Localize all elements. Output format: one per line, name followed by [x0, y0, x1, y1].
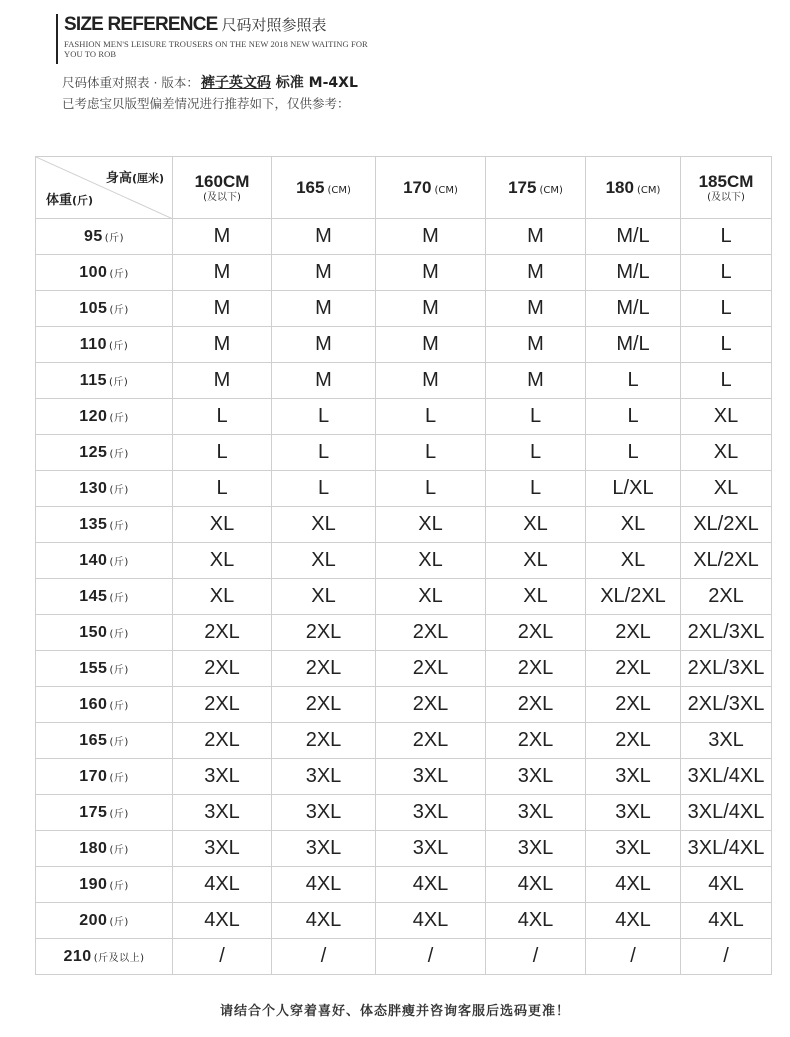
weight-value: 120	[79, 407, 108, 425]
size-cell: 3XL	[486, 831, 586, 867]
size-cell: XL	[681, 471, 772, 507]
table-row	[36, 507, 772, 543]
size-cell: L	[586, 435, 681, 471]
size-cell: 3XL	[272, 759, 376, 795]
table-header-row	[36, 157, 772, 219]
weight-unit: (斤)	[109, 412, 129, 424]
weight-value: 140	[79, 551, 108, 569]
size-cell: M	[376, 363, 486, 399]
weight-cell	[36, 579, 173, 615]
size-cell: M	[486, 327, 586, 363]
size-cell: 3XL/4XL	[681, 795, 772, 831]
column-header-165	[272, 157, 376, 219]
height-label: 身高	[105, 171, 132, 186]
weight-cell	[36, 759, 173, 795]
size-cell: L	[486, 471, 586, 507]
size-cell: L	[486, 435, 586, 471]
column-header-main: 180	[605, 177, 634, 197]
table-row	[36, 363, 772, 399]
weight-unit: (斤)	[109, 628, 129, 640]
weight-unit: (斤)	[109, 484, 129, 496]
size-cell: L	[173, 435, 272, 471]
weight-cell	[36, 363, 173, 399]
size-cell: M	[376, 219, 486, 255]
size-cell: M	[486, 363, 586, 399]
weight-value: 170	[79, 767, 108, 785]
weight-unit: (斤)	[109, 376, 129, 388]
weight-unit: (斤及以上)	[93, 952, 145, 964]
weight-cell	[36, 255, 173, 291]
weight-value: 115	[79, 371, 107, 389]
size-cell: /	[376, 939, 486, 975]
size-cell: 2XL	[486, 687, 586, 723]
table-row	[36, 867, 772, 903]
version-label: 裤子英文码	[200, 75, 271, 91]
size-cell: 4XL	[586, 903, 681, 939]
size-cell: M/L	[586, 291, 681, 327]
weight-unit: (斤)	[109, 664, 129, 676]
weight-value: 155	[79, 659, 108, 677]
size-cell: 2XL	[486, 723, 586, 759]
size-cell: M	[376, 291, 486, 327]
size-cell: 2XL	[486, 615, 586, 651]
size-cell: 3XL	[486, 795, 586, 831]
recommendation-note: 已考虑宝贝版型偏差情况进行推荐如下，仅供参考：	[62, 96, 350, 111]
size-cell: 4XL	[376, 867, 486, 903]
weight-cell	[36, 651, 173, 687]
weight-cell	[36, 795, 173, 831]
weight-value: 180	[79, 839, 108, 857]
size-cell: 2XL	[681, 579, 772, 615]
weight-unit: (斤)	[109, 520, 129, 532]
size-cell: L	[272, 435, 376, 471]
table-body	[36, 219, 772, 975]
size-cell: M	[272, 219, 376, 255]
weight-unit: (斤)	[109, 592, 129, 604]
weight-axis-label	[46, 189, 93, 208]
size-cell: M	[173, 327, 272, 363]
table-row	[36, 435, 772, 471]
weight-cell	[36, 867, 173, 903]
weight-cell	[36, 939, 173, 975]
version-note-value	[201, 75, 358, 91]
size-cell: L	[486, 399, 586, 435]
size-cell: L	[173, 471, 272, 507]
size-cell: L	[376, 471, 486, 507]
size-cell: 3XL	[586, 795, 681, 831]
table-row	[36, 615, 772, 651]
weight-unit: (斤)	[109, 736, 129, 748]
size-cell: M	[486, 255, 586, 291]
weight-value: 210	[63, 947, 92, 965]
size-cell: 2XL	[173, 723, 272, 759]
version-standard: 标准 M-4XL	[275, 75, 358, 91]
size-cell: 4XL	[272, 867, 376, 903]
size-cell: 3XL/4XL	[681, 759, 772, 795]
weight-value: 145	[79, 587, 108, 605]
weight-label: 体重	[46, 193, 73, 208]
weight-value: 160	[79, 695, 108, 713]
column-header-main: 160CM	[194, 171, 250, 191]
size-cell: 2XL	[376, 651, 486, 687]
column-header-160	[173, 157, 272, 219]
size-cell: L	[586, 363, 681, 399]
size-cell: XL	[376, 543, 486, 579]
weight-value: 100	[79, 263, 108, 281]
column-header-main: 185CM	[698, 171, 754, 191]
version-note	[62, 72, 358, 92]
size-cell: 3XL	[681, 723, 772, 759]
size-cell: L	[272, 471, 376, 507]
size-cell: 4XL	[681, 903, 772, 939]
size-cell: L	[681, 327, 772, 363]
weight-value: 110	[79, 335, 107, 353]
weight-unit: (斤)	[109, 340, 129, 352]
size-cell: 4XL	[486, 867, 586, 903]
size-cell: XL/2XL	[681, 507, 772, 543]
weight-cell	[36, 507, 173, 543]
corner-header-cell	[36, 157, 173, 219]
weight-value: 95	[83, 227, 103, 245]
size-cell: 2XL	[272, 723, 376, 759]
table-row	[36, 723, 772, 759]
title-row	[64, 14, 374, 36]
weight-value: 105	[79, 299, 108, 317]
size-table	[35, 156, 772, 975]
weight-unit: (斤)	[109, 880, 129, 892]
column-header-sub: (及以下)	[707, 191, 745, 203]
size-cell: L	[272, 399, 376, 435]
column-header-main: 170	[403, 177, 432, 197]
size-cell: 3XL	[586, 759, 681, 795]
size-cell: 4XL	[173, 867, 272, 903]
weight-cell	[36, 471, 173, 507]
column-header-175	[486, 157, 586, 219]
column-header-unit: (CM)	[636, 184, 661, 196]
size-cell: M	[173, 255, 272, 291]
size-cell: 2XL	[272, 687, 376, 723]
weight-unit: (斤)	[109, 700, 129, 712]
size-cell: 4XL	[486, 903, 586, 939]
footer-note: 请结合个人穿着喜好、体态胖瘦并咨询客服后选码更准！	[219, 1004, 570, 1019]
size-cell: 3XL	[173, 831, 272, 867]
column-header-185	[681, 157, 772, 219]
size-cell: XL	[486, 507, 586, 543]
weight-value: 200	[79, 911, 108, 929]
table-row	[36, 543, 772, 579]
weight-cell	[36, 543, 173, 579]
size-cell: L	[681, 255, 772, 291]
size-cell: XL	[586, 507, 681, 543]
size-cell: L	[681, 291, 772, 327]
size-cell: 3XL	[376, 795, 486, 831]
weight-unit: (斤)	[109, 772, 129, 784]
weight-cell	[36, 615, 173, 651]
size-cell: 3XL	[272, 831, 376, 867]
size-cell: 3XL/4XL	[681, 831, 772, 867]
page-title-en: SIZE REFERENCE	[64, 14, 218, 35]
size-cell: 4XL	[272, 903, 376, 939]
table-row	[36, 939, 772, 975]
weight-unit: (斤)	[109, 844, 129, 856]
size-cell: XL/2XL	[681, 543, 772, 579]
size-cell: /	[681, 939, 772, 975]
size-cell: 2XL/3XL	[681, 651, 772, 687]
size-cell: L	[376, 399, 486, 435]
size-cell: M/L	[586, 327, 681, 363]
size-cell: M	[272, 255, 376, 291]
size-cell: 2XL	[173, 651, 272, 687]
size-cell: /	[272, 939, 376, 975]
weight-unit: (斤)	[109, 916, 129, 928]
weight-cell	[36, 435, 173, 471]
size-cell: XL	[272, 543, 376, 579]
table-row	[36, 651, 772, 687]
size-cell: /	[173, 939, 272, 975]
weight-cell	[36, 687, 173, 723]
table-row	[36, 291, 772, 327]
weight-unit: (斤)	[109, 304, 129, 316]
size-cell: L/XL	[586, 471, 681, 507]
weight-unit: (斤)	[109, 448, 129, 460]
size-cell: 4XL	[681, 867, 772, 903]
size-cell: 3XL	[272, 795, 376, 831]
weight-value: 135	[79, 515, 108, 533]
table-row	[36, 903, 772, 939]
weight-cell	[36, 831, 173, 867]
size-cell: 3XL	[486, 759, 586, 795]
size-cell: /	[586, 939, 681, 975]
size-cell: M/L	[586, 219, 681, 255]
weight-unit: (斤)	[109, 268, 129, 280]
size-cell: M/L	[586, 255, 681, 291]
version-note-prefix: 尺码体重对照表 · 版本：	[62, 75, 199, 90]
size-cell: XL	[681, 399, 772, 435]
size-cell: XL/2XL	[586, 579, 681, 615]
size-cell: M	[173, 363, 272, 399]
size-cell: 3XL	[173, 795, 272, 831]
size-cell: M	[376, 255, 486, 291]
size-cell: L	[376, 435, 486, 471]
column-header-unit: (CM)	[327, 184, 351, 196]
size-cell: L	[681, 363, 772, 399]
size-cell: M	[173, 291, 272, 327]
size-cell: 2XL	[272, 651, 376, 687]
size-cell: M	[272, 327, 376, 363]
size-cell: XL	[272, 579, 376, 615]
size-cell: 3XL	[586, 831, 681, 867]
table-row	[36, 327, 772, 363]
size-cell: 2XL	[586, 651, 681, 687]
column-header-main: 165	[296, 177, 325, 197]
weight-cell	[36, 723, 173, 759]
weight-cell	[36, 291, 173, 327]
column-header-sub: (及以下)	[203, 191, 241, 203]
table-row	[36, 831, 772, 867]
weight-unit: (斤)	[109, 556, 129, 568]
table-row	[36, 579, 772, 615]
size-cell: 2XL/3XL	[681, 687, 772, 723]
size-cell: XL	[681, 435, 772, 471]
weight-value: 190	[79, 875, 108, 893]
height-unit: (厘米)	[131, 172, 164, 185]
table-row	[36, 759, 772, 795]
size-cell: XL	[486, 543, 586, 579]
size-cell: 2XL	[376, 615, 486, 651]
size-cell: 2XL	[586, 723, 681, 759]
table-row	[36, 219, 772, 255]
size-cell: 3XL	[376, 831, 486, 867]
weight-cell	[36, 219, 173, 255]
size-cell: XL	[376, 507, 486, 543]
size-cell: 2XL/3XL	[681, 615, 772, 651]
size-cell: /	[486, 939, 586, 975]
size-cell: XL	[272, 507, 376, 543]
table-row	[36, 255, 772, 291]
size-cell: M	[486, 219, 586, 255]
size-cell: 2XL	[173, 687, 272, 723]
size-cell: 2XL	[272, 615, 376, 651]
size-cell: M	[173, 219, 272, 255]
column-header-main: 175	[508, 177, 537, 197]
table-row	[36, 795, 772, 831]
size-cell: M	[272, 291, 376, 327]
size-cell: XL	[586, 543, 681, 579]
page-title-cn: 尺码对照参照表	[221, 16, 327, 34]
size-cell: XL	[173, 543, 272, 579]
size-cell: L	[586, 399, 681, 435]
weight-value: 175	[79, 803, 108, 821]
weight-value: 165	[79, 731, 108, 749]
weight-unit: (斤)	[72, 194, 94, 207]
size-cell: 3XL	[376, 759, 486, 795]
size-cell: M	[376, 327, 486, 363]
height-axis-label	[106, 167, 164, 186]
weight-unit: (斤)	[109, 808, 129, 820]
weight-value: 125	[79, 443, 108, 461]
size-cell: L	[681, 219, 772, 255]
header	[56, 14, 374, 64]
weight-cell	[36, 327, 173, 363]
page-subtitle: FASHION MEN'S LEISURE TROUSERS ON THE NEW 2018 NEW WAITING FOR YOU TO ROB	[64, 39, 368, 59]
size-cell: M	[272, 363, 376, 399]
weight-value: 150	[79, 623, 108, 641]
size-cell: 4XL	[376, 903, 486, 939]
weight-cell	[36, 903, 173, 939]
size-cell: 2XL	[486, 651, 586, 687]
weight-cell	[36, 399, 173, 435]
column-header-180	[586, 157, 681, 219]
size-cell: L	[173, 399, 272, 435]
size-cell: 4XL	[586, 867, 681, 903]
table-row	[36, 687, 772, 723]
size-cell: 2XL	[586, 687, 681, 723]
size-cell: XL	[376, 579, 486, 615]
size-cell: 2XL	[173, 615, 272, 651]
weight-unit: (斤)	[104, 232, 125, 244]
table-row	[36, 399, 772, 435]
size-cell: 3XL	[173, 759, 272, 795]
column-header-unit: (CM)	[434, 184, 458, 196]
size-cell: XL	[173, 579, 272, 615]
size-cell: XL	[486, 579, 586, 615]
size-cell: 2XL	[376, 687, 486, 723]
size-cell: XL	[173, 507, 272, 543]
table-row	[36, 471, 772, 507]
column-header-170	[376, 157, 486, 219]
size-cell: 2XL	[586, 615, 681, 651]
size-cell: 4XL	[173, 903, 272, 939]
column-header-unit: (CM)	[539, 184, 563, 196]
size-cell: 2XL	[376, 723, 486, 759]
size-cell: M	[486, 291, 586, 327]
weight-value: 130	[79, 479, 108, 497]
